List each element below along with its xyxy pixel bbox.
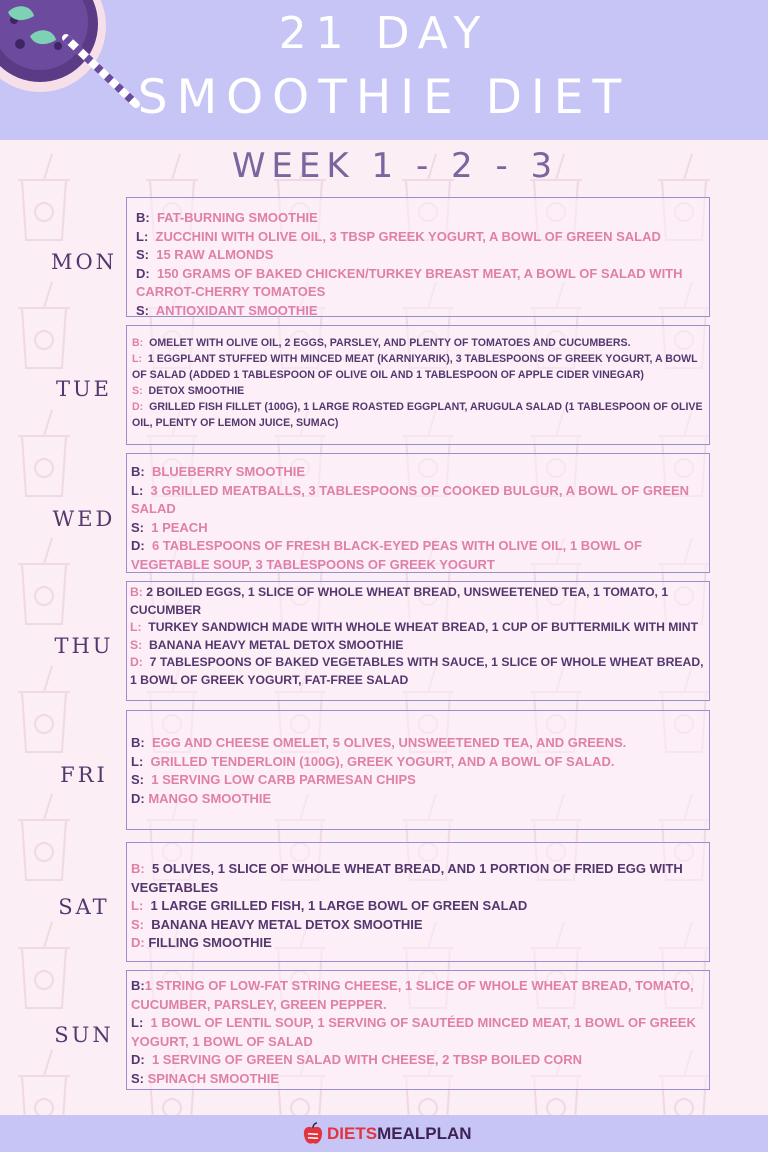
meal-key: D: <box>136 265 150 281</box>
week-title: WEEK 1 - 2 - 3 <box>231 146 559 186</box>
meal-text: 1 SERVING LOW CARB PARMESAN CHIPS <box>151 772 416 787</box>
meal-key: B: <box>131 735 145 750</box>
day-label-wed: WED <box>52 507 116 531</box>
meal-row <box>131 771 703 790</box>
meal-key: B: <box>130 585 143 599</box>
day-label-thu: THU <box>54 634 114 658</box>
meal-key: B: <box>131 861 145 876</box>
day-label-tue: TUE <box>55 377 113 401</box>
meal-row <box>131 916 706 935</box>
meal-row <box>130 637 705 655</box>
meal-key: L: <box>130 620 142 634</box>
meal-key: S: <box>131 772 144 787</box>
meal-row <box>131 753 703 772</box>
meal-row <box>136 209 703 228</box>
meal-row <box>130 584 705 619</box>
meal-row <box>132 399 705 431</box>
meal-text: BANANA HEAVY METAL DETOX SMOOTHIE <box>151 916 423 932</box>
brand-logo <box>302 1122 472 1146</box>
meal-text: FAT-BURNING SMOOTHIE <box>156 210 318 225</box>
day-label-sat: SAT <box>58 895 110 919</box>
apple-icon <box>302 1122 324 1146</box>
meal-row <box>130 654 705 689</box>
day-label-mon: MON <box>50 250 118 274</box>
meal-key: L: <box>131 1015 144 1030</box>
meal-key: D: <box>131 790 145 806</box>
meal-text: 3 GRILLED MEATBALLS, 3 TABLESPOONS OF COOKED BULGUR, A BOWL OF GREEN SALAD <box>131 482 690 516</box>
meal-key: S: <box>136 247 149 262</box>
meal-key: D: <box>131 538 145 553</box>
meal-text: BANANA HEAVY METAL DETOX SMOOTHIE <box>148 637 404 652</box>
meal-row <box>131 934 706 953</box>
meal-key: S: <box>131 519 144 535</box>
meal-row <box>136 265 703 302</box>
meal-row <box>132 351 705 383</box>
meal-row <box>131 860 706 897</box>
meal-row <box>131 1014 703 1051</box>
meal-row <box>136 228 703 247</box>
meal-key: B: <box>131 978 145 993</box>
brand-name-part2: MEALPLAN <box>377 1124 472 1143</box>
meal-text: MANGO SMOOTHIE <box>148 790 272 806</box>
meal-text: OMELET WITH OLIVE OIL, 2 EGGS, PARSLEY, AND PLENTY OF TOMATOES AND CUCUMBERS. <box>149 337 631 349</box>
meal-text: ZUCCHINI WITH OLIVE OIL, 3 TBSP GREEK YOGURT, A BOWL OF GREEN SALAD <box>155 228 661 244</box>
meal-row <box>131 977 703 1014</box>
brand-name-part1: DIETS <box>327 1124 378 1143</box>
meal-row <box>131 1070 703 1089</box>
meal-key: B: <box>136 210 150 225</box>
day-box-wed <box>126 453 710 573</box>
meal-row <box>132 383 705 399</box>
day-box-tue <box>126 325 710 445</box>
day-box-mon <box>126 197 710 317</box>
meal-text: 1 LARGE GRILLED FISH, 1 LARGE BOWL OF GREEN SALAD <box>150 898 528 913</box>
meal-key: S: <box>136 302 149 318</box>
meal-text: BLUEBERRY SMOOTHIE <box>151 464 306 479</box>
meal-key: S: <box>130 637 143 652</box>
meal-row <box>136 246 703 265</box>
meal-row <box>131 537 703 574</box>
day-label-sun: SUN <box>54 1023 114 1047</box>
title-line-2: SMOOTHIE DIET <box>137 70 631 125</box>
meal-row <box>131 790 703 809</box>
meal-key: D: <box>132 401 144 413</box>
meal-text: 1 BOWL OF LENTIL SOUP, 1 SERVING OF SAUTÉED MINCED MEAT, 1 BOWL OF GREEK YOGURT, 1 BOWL OF SALAD <box>131 1015 696 1049</box>
meal-text: 6 TABLESPOONS OF FRESH BLACK-EYED PEAS WITH OLIVE OIL, 1 BOWL OF VEGETABLE SOUP, 3 TABLESPOONS OF GREEK YOGURT <box>131 538 642 572</box>
meal-text: FILLING SMOOTHIE <box>148 935 272 950</box>
meal-text: 15 RAW ALMONDS <box>156 247 274 262</box>
meal-text: 7 TABLESPOONS OF BAKED VEGETABLES WITH SAUCE, 1 SLICE OF WHOLE WHEAT BREAD, 1 BOWL OF GREEK YOGURT, FAT-FREE SALAD <box>130 655 704 687</box>
day-box-thu <box>126 581 710 701</box>
day-box-sun <box>126 970 710 1090</box>
meal-row <box>131 519 703 538</box>
meal-row <box>132 335 705 351</box>
meal-text: 1 SERVING OF GREEN SALAD WITH CHEESE, 2 TBSP BOILED CORN <box>151 1052 582 1067</box>
meal-key: D: <box>130 655 143 669</box>
meal-key: S: <box>131 916 144 932</box>
meal-row <box>131 482 703 519</box>
meal-row <box>131 1051 703 1070</box>
day-box-sat <box>126 842 710 962</box>
meal-text: 1 EGGPLANT STUFFED WITH MINCED MEAT (KARNIYARIK), 3 TABLESPOONS OF GREEK YOGURT, A BOWL OF SALAD (ADDED 1 TABLESPOON OF OLIVE OIL AND 1 TABLESPOON OF APPLE CIDER VINEGAR) <box>132 353 698 381</box>
meal-row <box>130 619 705 637</box>
meal-key: D: <box>131 935 145 950</box>
meal-text: 1 PEACH <box>151 519 208 535</box>
meal-key: B: <box>132 337 144 349</box>
meal-text: 2 BOILED EGGS, 1 SLICE OF WHOLE WHEAT BREAD, UNSWEETENED TEA, 1 TOMATO, 1 CUCUMBER <box>130 585 669 617</box>
meal-text: 1 STRING OF LOW-FAT STRING CHEESE, 1 SLICE OF WHOLE WHEAT BREAD, TOMATO, CUCUMBER, PARSLEY, GREEN PEPPER. <box>131 978 694 1012</box>
meal-key: L: <box>132 353 142 365</box>
meal-key: L: <box>136 228 149 244</box>
meal-text: 5 OLIVES, 1 SLICE OF WHOLE WHEAT BREAD, AND 1 PORTION OF FRIED EGG WITH VEGETABLES <box>131 861 683 895</box>
day-box-fri <box>126 710 710 830</box>
meal-text: EGG AND CHEESE OMELET, 5 OLIVES, UNSWEETENED TEA, AND GREENS. <box>151 735 627 750</box>
title-line-1: 21 DAY <box>278 8 490 59</box>
meal-key: B: <box>131 464 145 479</box>
meal-key: L: <box>131 898 144 913</box>
meal-text: GRILLED FISH FILLET (100G), 1 LARGE ROASTED EGGPLANT, ARUGULA SALAD (1 TABLESPOON OF OLIVE OIL, PLENTY OF LEMON JUICE, SUMAC) <box>132 401 703 429</box>
meal-key: L: <box>131 753 144 769</box>
day-label-fri: FRI <box>60 763 108 787</box>
meal-text: 150 GRAMS OF BAKED CHICKEN/TURKEY BREAST MEAT, A BOWL OF SALAD WITH CARROT-CHERRY TOMATOES <box>136 265 683 299</box>
meal-text: ANTIOXIDANT SMOOTHIE <box>155 302 318 318</box>
header-banner <box>0 0 768 140</box>
meal-row <box>131 897 706 916</box>
meal-key: S: <box>131 1070 144 1086</box>
meal-row <box>136 302 703 321</box>
meal-text: TURKEY SANDWICH MADE WITH WHOLE WHEAT BREAD, 1 CUP OF BUTTERMILK WITH MINT <box>148 620 699 634</box>
meal-key: D: <box>131 1052 145 1067</box>
meal-text: DETOX SMOOTHIE <box>148 385 245 397</box>
meal-key: L: <box>131 482 144 498</box>
footer-bar <box>0 1115 768 1152</box>
meal-key: S: <box>132 385 143 397</box>
meal-row <box>131 734 703 753</box>
meal-text: SPINACH SMOOTHIE <box>147 1070 280 1086</box>
meal-row <box>131 463 703 482</box>
meal-text: GRILLED TENDERLOIN (100G), GREEK YOGURT, AND A BOWL OF SALAD. <box>150 753 615 769</box>
